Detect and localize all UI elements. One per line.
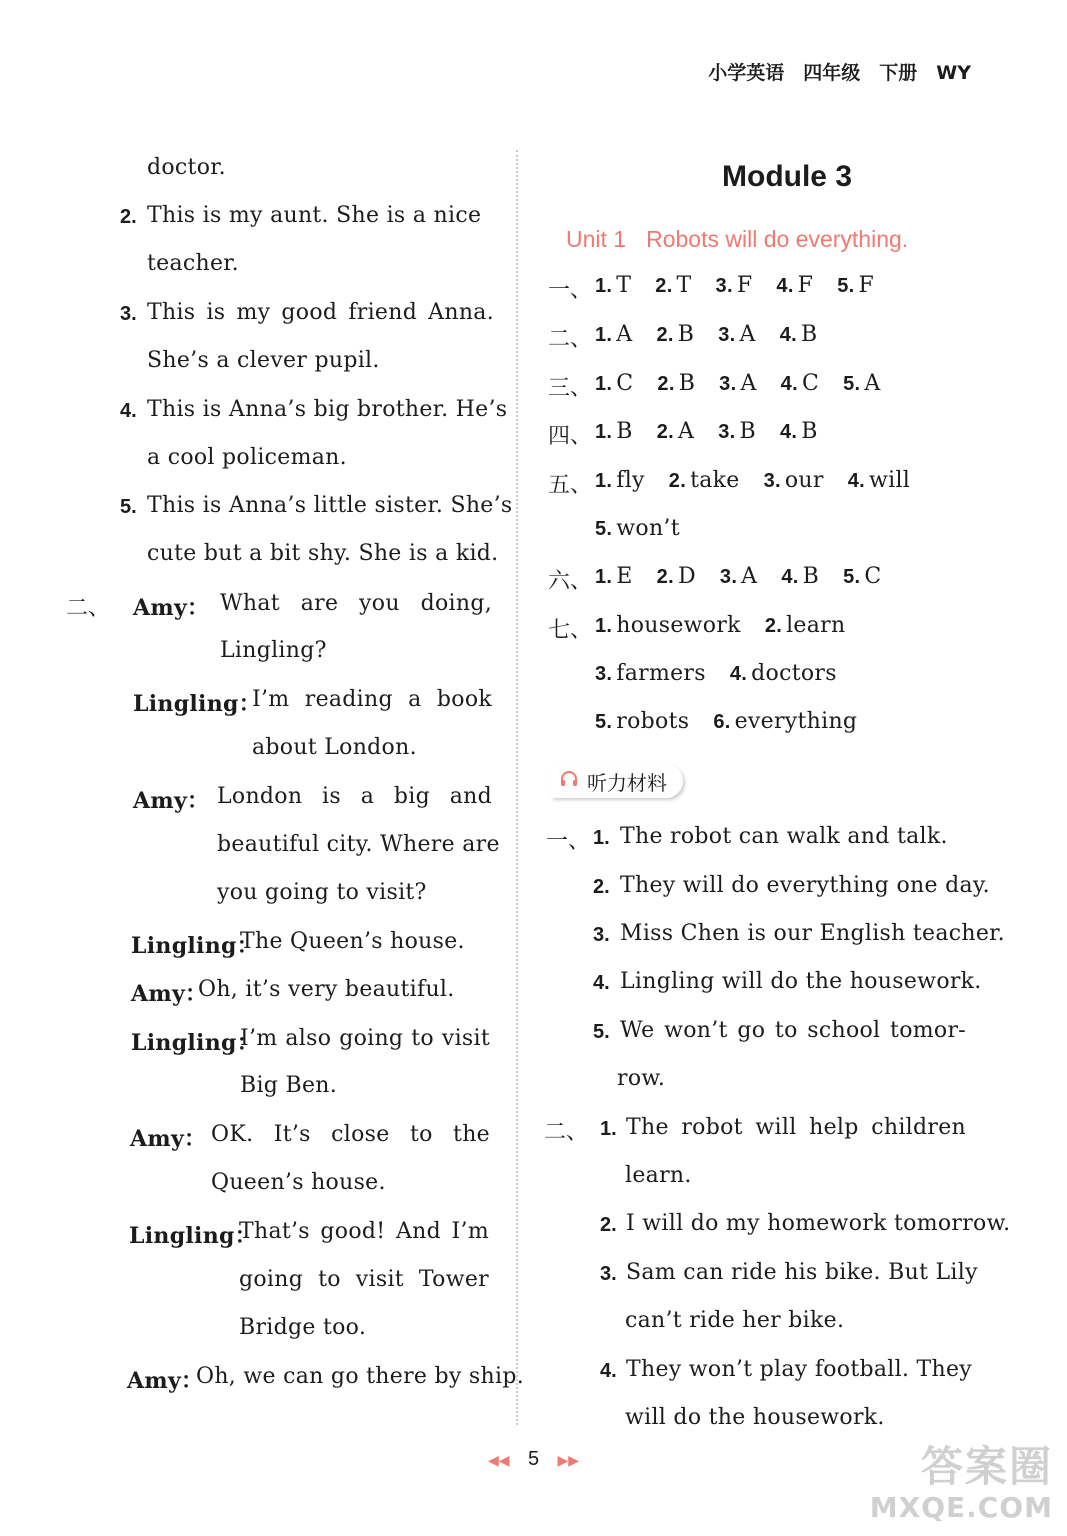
answer-number: 5. xyxy=(843,373,861,395)
answer-item xyxy=(657,564,696,589)
answer-item xyxy=(669,468,740,493)
answer-line xyxy=(595,613,869,638)
dialog-line: about London. xyxy=(252,735,417,760)
section-label: 二、 xyxy=(544,1120,589,1145)
prev-arrows-icon: ◀◀ xyxy=(487,1452,510,1468)
dialog-line: Oh, we can go there by ship. xyxy=(196,1364,524,1389)
answer-number: 4. xyxy=(780,373,798,395)
dialog-line: What are you doing, xyxy=(220,591,492,616)
dialog-line: The Queen’s house. xyxy=(240,929,465,954)
answer-number: 1. xyxy=(595,566,613,588)
answer-number: 3. xyxy=(719,566,738,588)
answer-value: robots xyxy=(616,709,690,734)
answer-number: 4. xyxy=(781,566,799,588)
answer-number: 2. xyxy=(655,275,673,297)
answer-number: 2. xyxy=(656,566,674,588)
answer-line xyxy=(595,371,905,396)
speaker: Amy： xyxy=(127,1368,204,1394)
item-number: 3. xyxy=(593,924,610,946)
unit-label: Unit 1 xyxy=(566,226,627,252)
answer-number: 1. xyxy=(595,421,613,443)
answer-item xyxy=(657,419,694,444)
item-text: Miss Chen is our English teacher. xyxy=(620,921,1005,946)
answer-item xyxy=(765,613,846,638)
answer-number: 3. xyxy=(595,663,613,685)
answer-value: B xyxy=(801,419,818,444)
answer-value: take xyxy=(690,468,740,493)
answer-value: E xyxy=(616,564,633,589)
dialog-line: London is a big and xyxy=(217,784,492,809)
speaker: Amy： xyxy=(133,595,210,621)
item-text: They won’t play football. They xyxy=(626,1357,973,1382)
answer-value: doctors xyxy=(751,661,837,686)
speaker: Lingling： xyxy=(131,1030,259,1056)
answer-item xyxy=(595,709,689,734)
answer-number: 5. xyxy=(837,275,855,297)
speaker: Amy： xyxy=(130,1126,207,1152)
answer-value: B xyxy=(677,322,695,347)
answer-item xyxy=(780,322,818,347)
answer-item xyxy=(848,468,910,493)
section-label: 六、 xyxy=(548,569,593,594)
item-number: 1. xyxy=(600,1118,617,1140)
answer-value: A xyxy=(740,371,757,396)
item-text: I will do my homework tomorrow. xyxy=(626,1211,1011,1236)
dialog-line: Oh, it’s very beautiful. xyxy=(198,977,455,1002)
dialog-line: Queen’s house. xyxy=(211,1170,386,1195)
answer-item xyxy=(595,613,741,638)
answer-item xyxy=(843,564,881,589)
answer-value: housework xyxy=(616,613,741,638)
watermark-logo: 答案圈 xyxy=(920,1442,1053,1491)
column-divider xyxy=(516,150,518,1425)
answer-item xyxy=(718,322,755,347)
item-text-cont: row. xyxy=(617,1066,666,1091)
answer-item xyxy=(776,273,813,298)
item-line: cute but a bit shy. She is a kid. xyxy=(147,541,499,566)
answer-number: 4. xyxy=(779,324,797,346)
answer-number: 4. xyxy=(729,663,748,685)
answer-number: 2. xyxy=(656,324,674,346)
item-number: 4. xyxy=(120,400,137,422)
section-label: 四、 xyxy=(548,424,593,449)
answer-item xyxy=(843,371,880,396)
speaker: Lingling： xyxy=(133,691,261,717)
page-header: 小学英语 四年级 下册 WY xyxy=(708,62,971,84)
dialog-line: beautiful city. Where are xyxy=(217,832,500,857)
answer-item xyxy=(655,273,691,298)
answer-number: 1. xyxy=(595,324,613,346)
item-number: 4. xyxy=(600,1360,617,1382)
answer-item xyxy=(716,273,753,298)
answer-value: B xyxy=(616,419,633,444)
answer-number: 3. xyxy=(718,324,736,346)
answer-value: F xyxy=(858,273,875,298)
section-label: 二、 xyxy=(548,327,593,352)
answer-item xyxy=(657,371,695,396)
answer-number: 2. xyxy=(656,421,675,443)
listening-label: 听力材料 xyxy=(587,770,667,795)
dialog-line: you going to visit? xyxy=(217,880,427,905)
section-label: 三、 xyxy=(548,376,593,401)
answer-item xyxy=(595,564,633,589)
answer-item xyxy=(595,661,706,686)
answer-number: 4. xyxy=(779,421,798,443)
section-label: 五、 xyxy=(548,473,593,498)
answer-line xyxy=(595,419,842,444)
answer-value: A xyxy=(739,322,756,347)
item-text: This is my aunt. She is a nice xyxy=(147,203,482,228)
dialog-line: Bridge too. xyxy=(239,1315,367,1340)
item-text-cont: learn. xyxy=(625,1163,692,1188)
answer-value: C xyxy=(801,371,820,396)
item-number: 3. xyxy=(600,1263,617,1285)
item-line: She’s a clever pupil. xyxy=(147,348,380,373)
answer-value: everything xyxy=(734,709,858,734)
answer-number: 1. xyxy=(595,275,613,297)
dialog-line: I’m also going to visit xyxy=(240,1026,490,1051)
unit-heading xyxy=(566,226,908,253)
watermark xyxy=(870,1434,1053,1522)
section-label: 七、 xyxy=(548,618,593,643)
answer-number: 1. xyxy=(595,615,613,637)
answer-value: T xyxy=(616,273,632,298)
answer-value: B xyxy=(801,322,818,347)
answer-value: won’t xyxy=(616,516,680,541)
answer-value: T xyxy=(676,273,692,298)
listening-tag xyxy=(551,764,683,798)
answer-number: 5. xyxy=(595,711,613,733)
answer-item xyxy=(595,516,680,541)
answer-value: B xyxy=(739,419,756,444)
item-line: teacher. xyxy=(147,251,239,276)
answer-number: 3. xyxy=(718,421,736,443)
module-title: Module 3 xyxy=(722,160,853,193)
answer-value: B xyxy=(678,371,696,396)
answer-number: 1. xyxy=(595,373,613,395)
answer-item xyxy=(595,322,632,347)
answer-number: 2. xyxy=(668,470,687,492)
watermark-url: MXQE.COM xyxy=(869,1491,1053,1524)
answer-number: 6. xyxy=(713,711,731,733)
answer-value: A xyxy=(741,564,758,589)
answer-item xyxy=(595,273,631,298)
answer-value: B xyxy=(802,564,820,589)
answer-line xyxy=(595,273,898,298)
answer-line xyxy=(595,322,841,347)
answer-item xyxy=(595,371,633,396)
answer-number: 3. xyxy=(719,373,737,395)
item-text: We won’t go to school tomor- xyxy=(620,1018,966,1043)
speaker: Lingling： xyxy=(129,1223,257,1249)
item-number: 3. xyxy=(120,303,137,325)
answer-item xyxy=(656,322,694,347)
answer-item xyxy=(595,468,645,493)
next-arrows-icon: ▶▶ xyxy=(557,1452,580,1468)
answer-item xyxy=(730,661,837,686)
continued-line: doctor. xyxy=(147,155,226,180)
item-text: They will do everything one day. xyxy=(620,873,990,898)
section-label: 二、 xyxy=(66,596,111,621)
answer-item xyxy=(718,419,756,444)
answer-item xyxy=(780,419,818,444)
dialog-line: Lingling? xyxy=(220,638,327,663)
answer-item xyxy=(781,371,819,396)
item-text: The robot will help children xyxy=(626,1115,966,1140)
answer-value: A xyxy=(678,419,695,444)
answer-value: will xyxy=(869,468,911,493)
answer-value: A xyxy=(864,371,881,396)
answer-value: A xyxy=(616,322,633,347)
answer-value: learn xyxy=(786,613,846,638)
answer-item xyxy=(719,371,756,396)
answer-item xyxy=(720,564,757,589)
speaker: Amy： xyxy=(131,981,208,1007)
answer-value: C xyxy=(864,564,882,589)
item-number: 2. xyxy=(593,876,610,898)
section-label: 一、 xyxy=(548,278,593,303)
dialog-line: Big Ben. xyxy=(240,1073,338,1098)
item-text-cont: can’t ride her bike. xyxy=(625,1308,845,1333)
answer-number: 1. xyxy=(595,470,613,492)
answer-value: F xyxy=(797,273,814,298)
section-label: 一、 xyxy=(546,829,591,854)
answer-number: 2. xyxy=(764,615,783,637)
answer-number: 2. xyxy=(657,373,675,395)
answer-item xyxy=(781,564,819,589)
answer-number: 4. xyxy=(776,275,794,297)
answer-line xyxy=(595,516,704,541)
answer-number: 5. xyxy=(843,566,861,588)
item-number: 2. xyxy=(600,1214,617,1236)
item-line: This is my good friend Anna. xyxy=(147,300,494,325)
speaker: Lingling： xyxy=(131,933,259,959)
dialog-line: I’m reading a book xyxy=(252,687,492,712)
item-number: 5. xyxy=(593,1021,610,1043)
item-number: 2. xyxy=(120,206,137,228)
answer-line xyxy=(595,709,881,734)
item-text-cont: will do the housework. xyxy=(625,1405,885,1430)
page-number: 5 xyxy=(527,1448,540,1470)
answer-item xyxy=(713,709,857,734)
item-number: 5. xyxy=(120,496,137,518)
item-line: This is Anna’s little sister. She’s xyxy=(147,493,513,518)
unit-title: Robots will do everything. xyxy=(646,226,909,252)
answer-item xyxy=(595,419,633,444)
answer-value: F xyxy=(736,273,753,298)
answer-line xyxy=(595,564,906,589)
item-number: 1. xyxy=(593,827,610,849)
answer-value: D xyxy=(677,564,696,589)
speaker: Amy： xyxy=(133,788,210,814)
item-line xyxy=(147,203,494,228)
item-text: Lingling will do the housework. xyxy=(620,969,982,994)
item-line: This is Anna’s big brother. He’s xyxy=(147,397,508,422)
item-line: a cool policeman. xyxy=(147,445,347,470)
answer-value: fly xyxy=(616,468,645,493)
item-number: 4. xyxy=(593,972,610,994)
answer-number: 3. xyxy=(763,470,781,492)
item-text: Sam can ride his bike. But Lily xyxy=(626,1260,978,1285)
answer-line xyxy=(595,468,934,493)
answer-line xyxy=(595,661,861,686)
answer-number: 4. xyxy=(847,470,865,492)
answer-value: our xyxy=(784,468,824,493)
item-text: The robot can walk and talk. xyxy=(620,824,948,849)
answer-item xyxy=(764,468,824,493)
answer-number: 3. xyxy=(715,275,733,297)
answer-value: C xyxy=(616,371,634,396)
answer-number: 5. xyxy=(595,518,613,540)
answer-item xyxy=(837,273,874,298)
dialog-line: That’s good! And I’m xyxy=(239,1219,489,1244)
dialog-line: OK. It’s close to the xyxy=(211,1122,490,1147)
dialog-line: going to visit Tower xyxy=(239,1267,489,1292)
headphones-icon xyxy=(559,769,579,794)
answer-value: farmers xyxy=(616,661,706,686)
